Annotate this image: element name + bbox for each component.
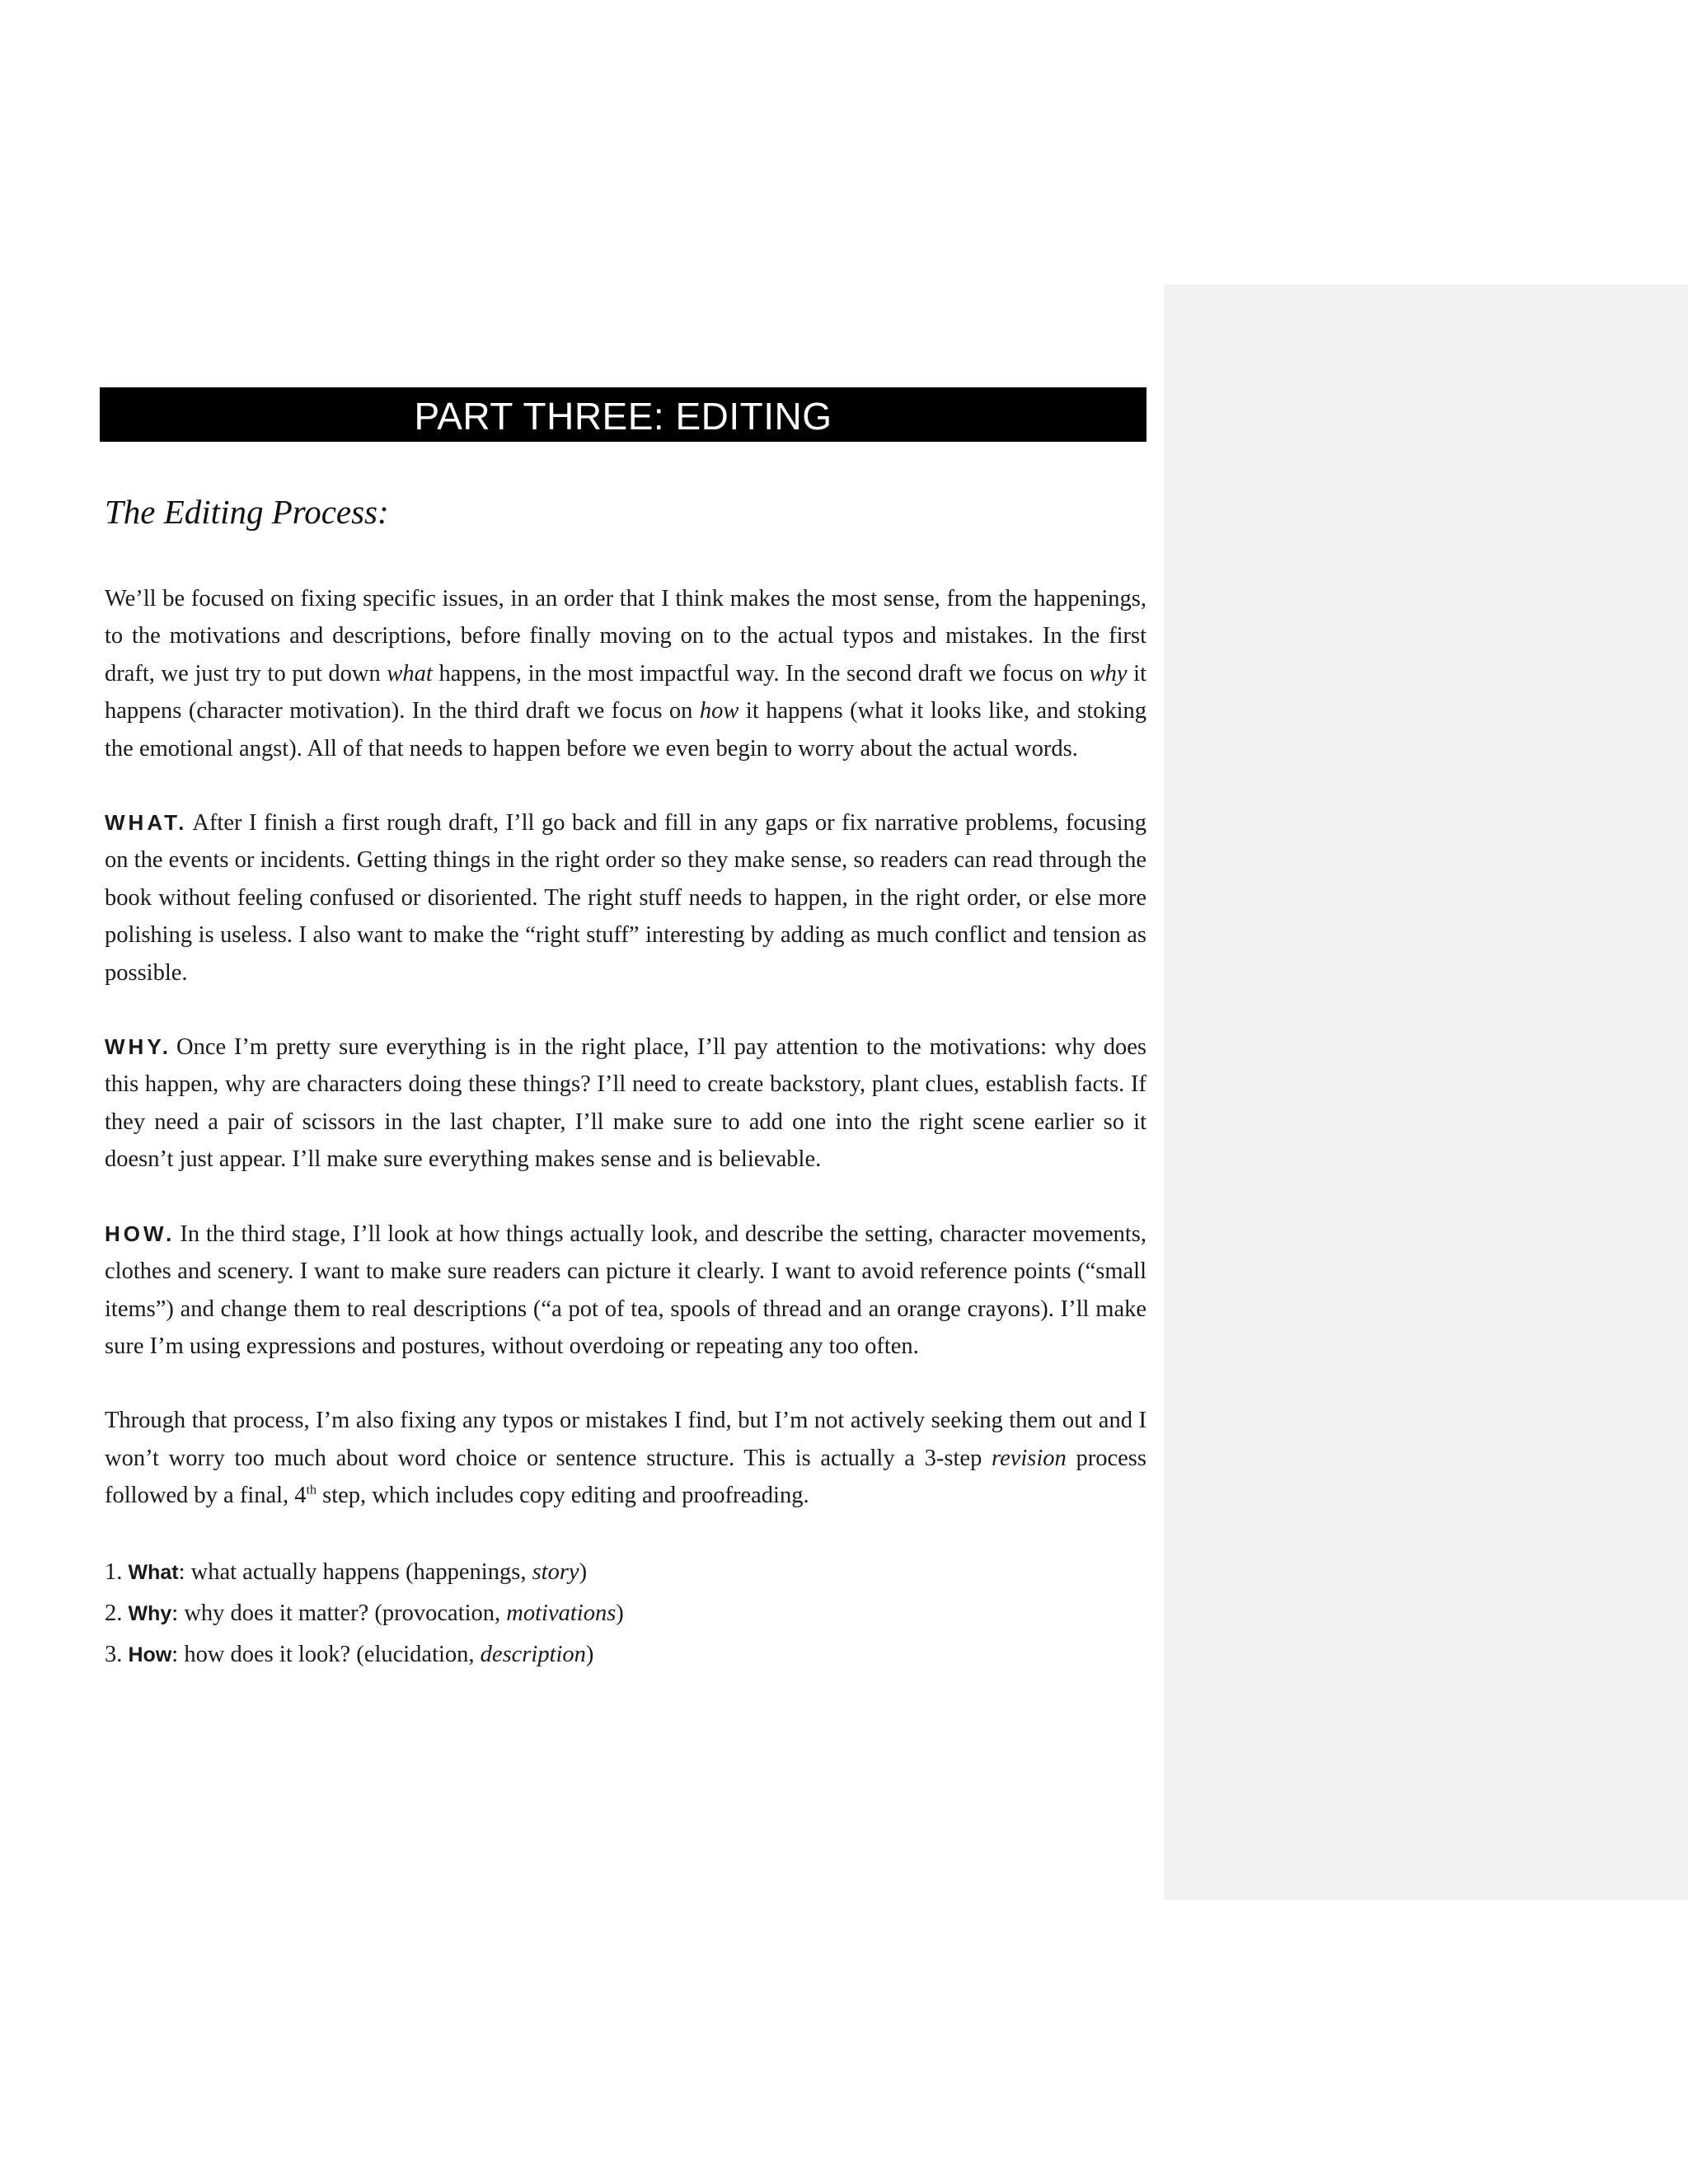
- intro-paragraph: We’ll be focused on fixing specific issues, in an order that I think makes the most sense, from the happenings, to the motivations and descriptions, before finally moving on to the actual typos and mistakes. In the first draft, we just try to put down what happens, in the most impactful way. In the second draft we focus on why it happens (character motivation). In the third draft we focus on how it happens (what it looks like, and stoking the emotional angst). All of that needs to happen before we even begin to worry about the actual words.: [105, 586, 1146, 762]
- why-lead: WHY.: [105, 1034, 171, 1060]
- how-paragraph: HOW. In the third stage, I’ll look at how things actually look, and describe the setting, character movements, clothes and scenery. I want to make sure readers can picture it clearly. I want to avoid reference points (“small items”) and change them to real descriptions (“a pot of tea, spools of thread and an orange crayons). I’ll make sure I’m using expressions and postures, without overdoing or repeating any too often.: [105, 1221, 1146, 1359]
- page-content: [100, 387, 1146, 1675]
- list-item: 1. What: what actually happens (happenings, story): [105, 1558, 588, 1585]
- list-item: 3. How: how does it look? (elucidation, description): [105, 1641, 594, 1667]
- process-paragraph: Through that process, I’m also fixing any typos or mistakes I find, but I’m not actively seeking them out and I won’t worry too much about word choice or sentence structure. This is actually a 3-step revision process followed by a final, 4th step, which includes copy editing and proofreading.: [105, 1408, 1146, 1509]
- comment-pane: [1164, 284, 1688, 1900]
- why-paragraph: WHY. Once I’m pretty sure everything is in the right place, I’ll pay attention to the motivations: why does this happen, why are characters doing these things? I’ll need to create backstory, plant clues, establish facts. If they need a pair of scissors in the last chapter, I’ll make sure to add one into the right scene earlier so it doesn’t just appear. I’ll make sure everything makes sense and is believable.: [105, 1034, 1146, 1173]
- part-title-banner: [100, 387, 1146, 442]
- what-lead: WHAT.: [105, 810, 188, 836]
- how-lead: HOW.: [105, 1221, 176, 1246]
- part-title: PART THREE: EDITING: [414, 395, 832, 438]
- steps-list: [105, 1552, 1146, 1675]
- what-paragraph: WHAT. After I finish a first rough draft, I’ll go back and fill in any gaps or fix narrative problems, focusing on the events or incidents. Getting things in the right order so they make sense, so readers can read through the book without feeling confused or disoriented. The right stuff needs to happen, in the right order, or else more polishing is useless. I also want to make the “right stuff” interesting by adding as much conflict and tension as possible.: [105, 810, 1146, 986]
- list-item: 2. Why: why does it matter? (provocation, motivations): [105, 1600, 624, 1626]
- section-title: The Editing Process:: [105, 493, 389, 531]
